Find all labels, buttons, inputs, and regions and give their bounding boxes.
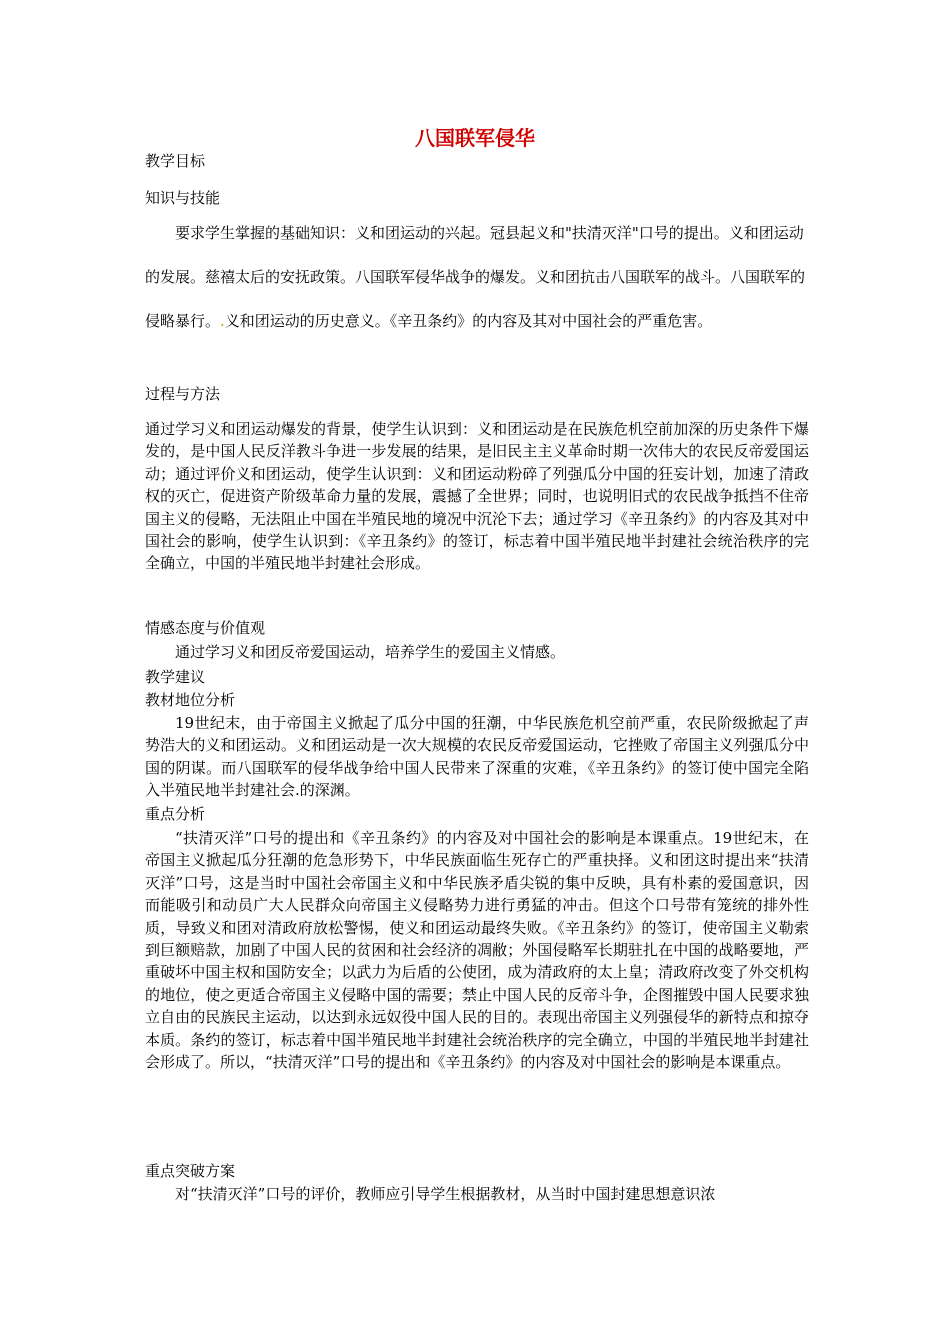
knowledge-text: 要求学生掌握的基础知识：义和团运动的兴起。冠县起义和"扶清灭洋"口号的提出。义和团运动的发展。慈禧太后的安抚政策。八国联军侵华战争的爆发。义和团抗击八国联军的战斗。八国联军的侵略暴行。 (145, 224, 806, 330)
heading-key: 重点分析 (145, 805, 206, 823)
paragraph-knowledge (145, 211, 809, 343)
heading-suggest: 教学建议 (145, 668, 206, 686)
paragraph-key: “扶清灭洋”口号的提出和《辛丑条约》的内容及对中国社会的影响是本课重点。19世纪末，在帝国主义掀起瓜分狂潮的危急形势下，中华民族面临生死存亡的严重抉择。义和团这时提出来“扶清灭洋”口号，这是当时中国社会帝国主义和中华民族矛盾尖锐的集中反映，具有朴素的爱国意识，因而能吸引和动员广大人民群众向帝国主义侵略势力进行勇猛的冲击。但这个口号带有笼统的排外性质，导致义和团对清政府放松警惕，使义和团运动最终失败。《辛丑条约》的签订，使帝国主义勒索到巨额赔款，加剧了中国人民的贫困和社会经济的凋敝；外国侵略军长期驻扎在中国的战略要地，严重破坏中国主权和国防安全；以武力为后盾的公使团，成为清政府的太上皇；清政府改变了外交机构的地位，使之更适合帝国主义侵略中国的需要；禁止中国人民的反帝斗争，企图摧毁中国人民要求独立自由的民族民主运动，以达到永远奴役中国人民的目的。表现出帝国主义列强侵华的新特点和掠夺本质。条约的签订，标志着中国半殖民地半封建社会统治秩序的完全确立，中国的半殖民地半封建社会形成了。所以，“扶清灭洋”口号的提出和《辛丑条约》的内容及对中国社会的影响是本课重点。 (145, 829, 809, 1072)
heading-attitude: 情感态度与价值观 (145, 619, 266, 637)
knowledge-text-2: 义和团运动的历史意义。《辛丑条约》的内容及其对中国社会的严重危害。 (224, 312, 713, 330)
paragraph-position: 19世纪末，由于帝国主义掀起了瓜分中国的狂潮，中华民族危机空前严重，农民阶级掀起了声势浩大的义和团运动。义和团运动是一次大规模的农民反帝爱国运动，它挫败了帝国主义列强瓜分中国的阴谋。而八国联军的侵华战争给中国人民带来了深重的灾难，《辛丑条约》的签订使中国完全陷入半殖民地半封建社会.的深渊。 (145, 714, 809, 800)
heading-process: 过程与方法 (145, 385, 221, 403)
paragraph-process: 通过学习义和团运动爆发的背景，使学生认识到：义和团运动是在民族危机空前加深的历史条件下爆发的，是中国人民反洋教斗争进一步发展的结果，是旧民主主义革命时期一次伟大的农民反帝爱国运动；通过评价义和团运动，使学生认识到：义和团运动粉碎了列强瓜分中国的狂妄计划，加速了清政权的灭亡，促进资产阶级革命力量的发展，震撼了全世界；同时，也说明旧式的农民战争抵挡不住帝国主义的侵略，无法阻止中国在半殖民地的境况中沉沦下去；通过学习《辛丑条约》的内容及其对中国社会的影响，使学生认识到：《辛丑条约》的签订，标志着中国半殖民地半封建社会统治秩序的完全确立，中国的半殖民地半封建社会形成。 (145, 420, 809, 573)
heading-knowledge: 知识与技能 (145, 189, 221, 207)
knowledge-dot: . (220, 312, 225, 330)
page-title: 八国联军侵华 (415, 126, 535, 150)
paragraph-attitude: 通过学习义和团反帝爱国运动，培养学生的爱国主义情感。 (175, 643, 566, 661)
heading-breakthrough: 重点突破方案 (145, 1162, 236, 1180)
heading-goals: 教学目标 (145, 152, 206, 170)
paragraph-breakthrough: 对“扶清灭洋”口号的评价，教师应引导学生根据教材，从当时中国封建思想意识浓 (175, 1185, 716, 1203)
heading-position: 教材地位分析 (145, 691, 236, 709)
